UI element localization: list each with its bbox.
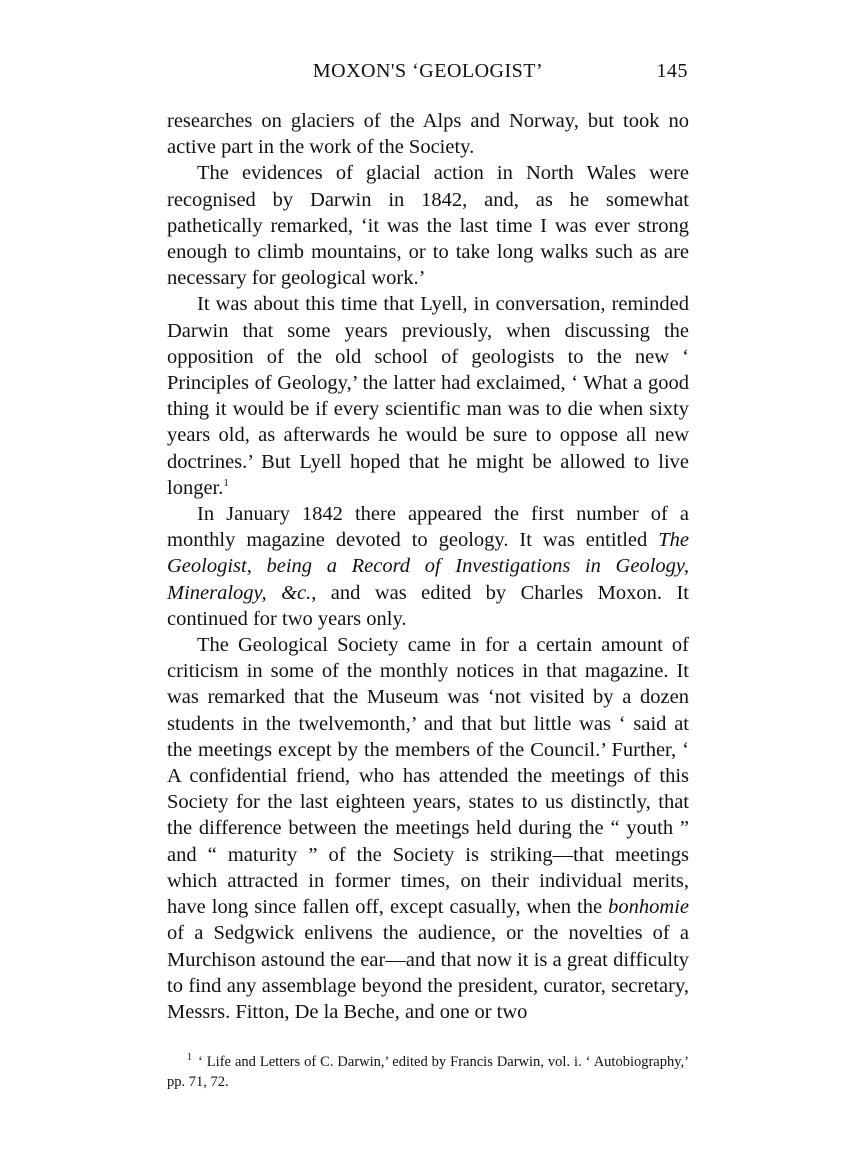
- paragraph-5-text-a: The Geological Society came in for a certain amount of criticism in some of the monthly notices in that magazine. It was remarked that the Museum was ‘not visited by a dozen students in the twelvemonth,’ and that but little was ‘ said at the meetings except by the members of the Council.’ Further, ‘ A confidential friend, who has attended the meetings of this Society for the last eighteen years, states to us distinctly, that the difference between the meetings held during the “ youth ” and “ maturity ” of the Society is striking—that meetings which attracted in former times, on their individual merits, have long since fallen off, except casually, when the: [167, 634, 689, 919]
- body-text: [167, 108, 689, 1025]
- paragraph-5: [167, 632, 689, 1025]
- paragraph-4-text-b: , and was edited by Charles Moxon. It continued for two years only.: [167, 581, 689, 630]
- paragraph-5-text-b: of a Sedgwick enlivens the audience, or the novelties of a Murchison astound the ear—and that now it is a great difficulty to find any assemblage beyond the president, curator, secretary, Messrs. Fitton, De la Beche, and one or two: [167, 922, 689, 1023]
- footnote-text: ‘ Life and Letters of C. Darwin,’ edited by Francis Darwin, vol. i. ‘ Autobiography,’ pp. 71, 72.: [167, 1053, 689, 1090]
- footnote-mark: 1: [187, 1052, 192, 1063]
- paragraph-1: researches on glaciers of the Alps and Norway, but took no active part in the work of the Society.: [167, 110, 689, 159]
- paragraph-3-text: It was about this time that Lyell, in conversation, reminded Darwin that some years previously, when discussing the opposition of the old school of geologists to the new ‘ Principles of Geology,’ the latter had exclaimed, ‘ What a good thing it would be if every scientific man was to die when sixty years old, as afterwards he would be sure to oppose all new doctrines.’ But Lyell hoped that he might be allowed to live longer.: [167, 293, 689, 499]
- paragraph-2: The evidences of glacial action in North Wales were recognised by Darwin in 1842, and, as he somewhat pathetically remarked, ‘it was the last time I was ever strong enough to climb mountains, or to take long walks such as are necessary for geological work.’: [167, 162, 689, 290]
- paragraph-4-text-a: In January 1842 there appeared the first number of a monthly magazine devoted to geology. It was entitled: [167, 503, 689, 552]
- footnote: [167, 1048, 689, 1092]
- paragraph-4: [167, 501, 689, 632]
- paragraph-3: [167, 291, 689, 501]
- page-number: 145: [656, 60, 688, 82]
- journal-title: The Geologist, being a Record of Investigations in Geology, Mineralogy, &c.: [167, 529, 689, 604]
- running-title: MOXON'S ‘GEOLOGIST’: [312, 60, 544, 82]
- footnote-reference: 1: [223, 477, 229, 490]
- italic-term: bonhomie: [608, 896, 689, 919]
